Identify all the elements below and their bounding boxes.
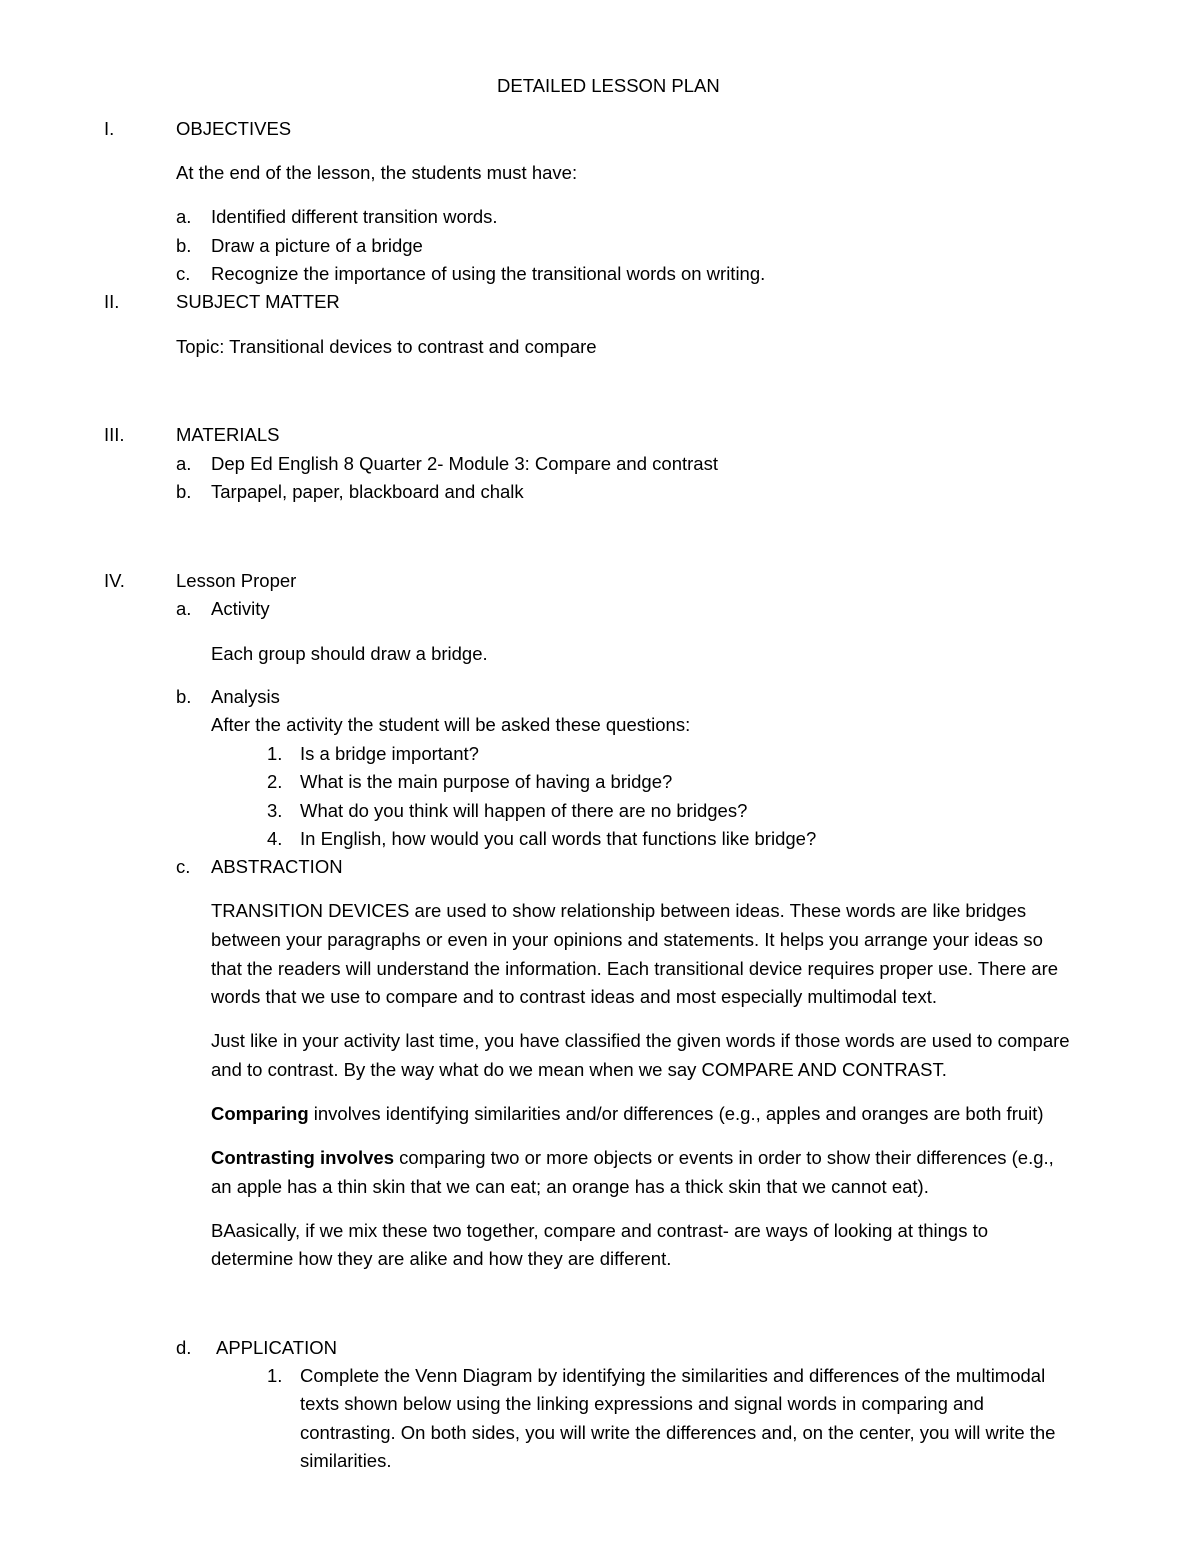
contrasting-definition xyxy=(211,1147,1054,1169)
list-marker: a. xyxy=(176,453,192,474)
abstraction-paragraph-line: TRANSITION DEVICES are used to show relationship between ideas. These words are like bridges xyxy=(211,900,1027,921)
comparing-definition xyxy=(211,1103,1044,1125)
objective-item: Recognize the importance of using the transitional words on writing. xyxy=(211,263,766,284)
section-numeral: II. xyxy=(104,291,120,312)
section-heading-lesson-proper: Lesson Proper xyxy=(176,570,297,591)
list-marker: b. xyxy=(176,686,192,707)
section-numeral: IV. xyxy=(104,570,125,591)
document-title: DETAILED LESSON PLAN xyxy=(497,75,720,96)
list-marker: b. xyxy=(176,235,192,256)
section-heading-objectives: OBJECTIVES xyxy=(176,118,292,139)
list-marker: d. xyxy=(176,1337,192,1358)
objective-item: Identified different transition words. xyxy=(211,206,498,227)
question-number: 4. xyxy=(267,828,283,849)
abstraction-paragraph-line: BAasically, if we mix these two together, compare and contrast- are ways of looking at things to xyxy=(211,1220,989,1241)
question-number: 3. xyxy=(267,800,283,821)
question-item: Is a bridge important? xyxy=(300,743,479,764)
comparing-text: involves identifying similarities and/or differences (e.g., apples and oranges are both fruit) xyxy=(308,1103,1044,1124)
question-item: What do you think will happen of there are no bridges? xyxy=(300,800,748,821)
abstraction-label: ABSTRACTION xyxy=(211,856,343,877)
analysis-label: Analysis xyxy=(211,686,280,707)
contrasting-text: comparing two or more objects or events in order to show their differences (e.g., xyxy=(393,1147,1054,1168)
list-marker: c. xyxy=(176,263,191,284)
abstraction-paragraph-line: and to contrast. By the way what do we mean when we say COMPARE AND CONTRAST. xyxy=(211,1059,947,1080)
section-numeral: III. xyxy=(104,424,125,445)
contrasting-definition-line2: an apple has a thin skin that we can eat; an orange has a thick skin that we cannot eat). xyxy=(211,1176,929,1197)
abstraction-paragraph-line: Just like in your activity last time, you have classified the given words if those words are used to compare xyxy=(211,1030,1070,1051)
application-line: similarities. xyxy=(300,1450,392,1471)
question-number: 1. xyxy=(267,743,283,764)
abstraction-paragraph-line: between your paragraphs or even in your opinions and statements. It helps you arrange your ideas so xyxy=(211,929,1043,950)
section-heading-materials: MATERIALS xyxy=(176,424,280,445)
application-number: 1. xyxy=(267,1365,283,1386)
application-label: APPLICATION xyxy=(216,1337,337,1358)
application-line: texts shown below using the linking expressions and signal words in comparing and xyxy=(300,1393,984,1414)
section-numeral: I. xyxy=(104,118,115,139)
question-number: 2. xyxy=(267,771,283,792)
material-item: Dep Ed English 8 Quarter 2- Module 3: Compare and contrast xyxy=(211,453,718,474)
analysis-intro: After the activity the student will be asked these questions: xyxy=(211,714,691,735)
abstraction-paragraph-line: determine how they are alike and how they are different. xyxy=(211,1248,672,1269)
application-line: contrasting. On both sides, you will write the differences and, on the center, you will write the xyxy=(300,1422,1056,1443)
material-item: Tarpapel, paper, blackboard and chalk xyxy=(211,481,524,502)
activity-text: Each group should draw a bridge. xyxy=(211,643,488,664)
list-marker: a. xyxy=(176,206,192,227)
abstraction-paragraph-line: that the readers will understand the information. Each transitional device requires proper use. There are xyxy=(211,958,1059,979)
section-heading-subject-matter: SUBJECT MATTER xyxy=(176,291,340,312)
objectives-intro: At the end of the lesson, the students must have: xyxy=(176,162,578,183)
list-marker: b. xyxy=(176,481,192,502)
list-marker: c. xyxy=(176,856,191,877)
contrasting-term: Contrasting involves xyxy=(211,1147,394,1168)
question-item: In English, how would you call words that functions like bridge? xyxy=(300,828,817,849)
abstraction-paragraph-line: words that we use to compare and to contrast ideas and most especially multimodal text. xyxy=(211,986,937,1007)
question-item: What is the main purpose of having a bridge? xyxy=(300,771,673,792)
objective-item: Draw a picture of a bridge xyxy=(211,235,423,256)
topic-line: Topic: Transitional devices to contrast and compare xyxy=(176,336,597,357)
list-marker: a. xyxy=(176,598,192,619)
application-line: Complete the Venn Diagram by identifying the similarities and differences of the multimodal xyxy=(300,1365,1046,1386)
activity-label: Activity xyxy=(211,598,270,619)
comparing-term: Comparing xyxy=(211,1103,309,1124)
